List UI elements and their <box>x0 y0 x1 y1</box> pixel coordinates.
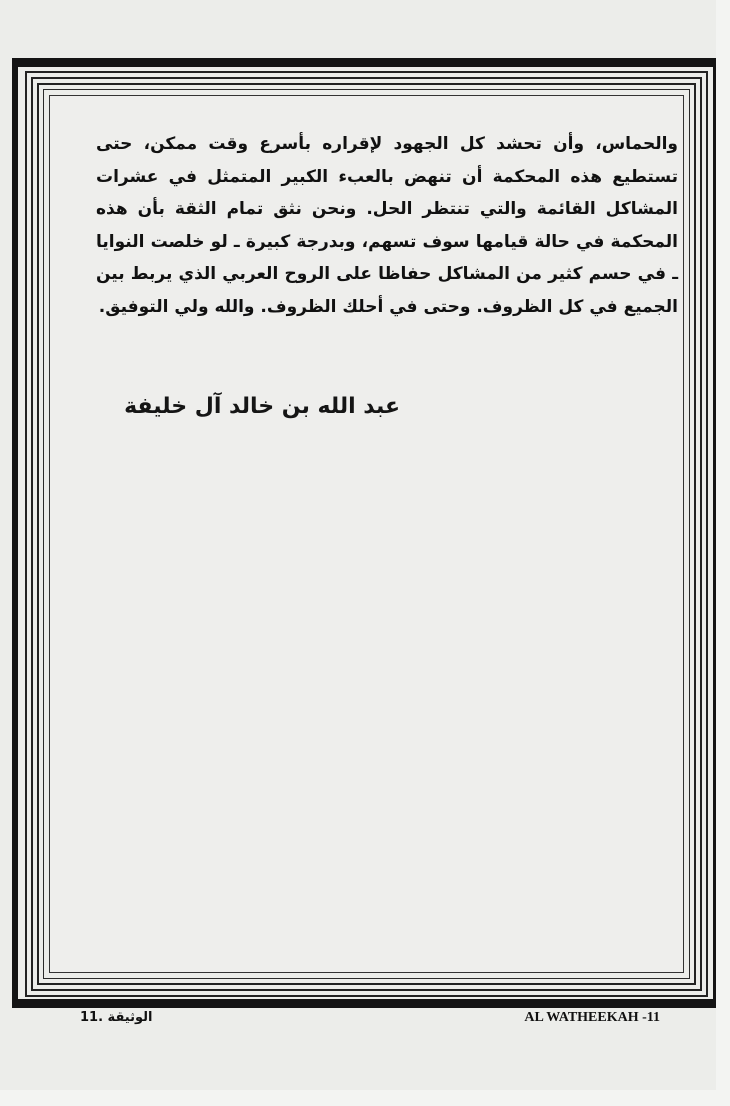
body-paragraph: والحماس، وأن تحشد كل الجهود لإقراره بأسرع وقت ممكن، حتى تستطيع هذه المحكمة أن تنهض بالعبء الكبير المتمثل في عشرات المشاكل القائمة والتي تنتظر الحل. ونحن نثق تمام الثقة بأن هذه المحكمة في حالة قيامها سوف تسهم، وبدرجة كبيرة ـ لو خلصت النوايا ـ في حسم كثير من المشاكل حفاظا على الروح العربي الذي يربط بين الجميع في كل الظروف. وحتى في أحلك الظروف. والله ولي التوفيق. <box>96 134 678 317</box>
page-edge-bottom <box>0 1090 730 1106</box>
footer-arabic-label: الوثيقة .11 <box>80 1010 153 1025</box>
page-edge-right <box>716 0 730 1106</box>
footer-english-label: AL WATHEEKAH -11 <box>524 1010 660 1025</box>
signature-name: عبد الله بن خالد آل خليفة <box>124 394 400 419</box>
